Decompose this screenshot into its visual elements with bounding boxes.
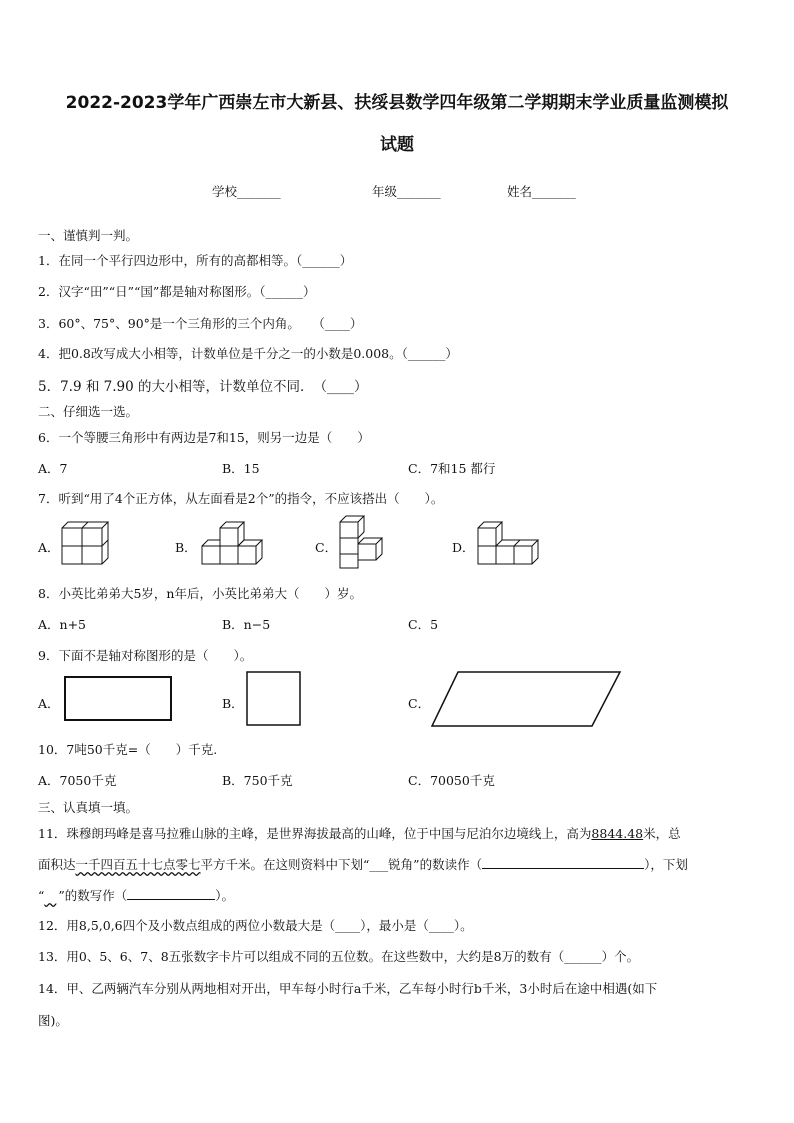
question-13[interactable]: 13．用0、5、6、7、8五张数字卡片可以组成不同的五位数。在这些数中，大约是8万的数有（______）个。 [38,949,640,964]
q9-option-c[interactable]: C． [408,696,431,711]
question-14-line2: 图)。 [38,1013,68,1028]
page-title: 2022-2023学年广西崇左市大新县、扶绥县数学四年级第二学期期末学业质量监测模拟 [65,93,729,113]
q11-area-value: 一千四百五十七点零七 [75,857,201,872]
q11-text-e: ），下划 [644,857,688,872]
question-14-line1[interactable]: 14．甲、乙两辆汽车分别从两地相对开出，甲车每小时行a千米，乙车每小时行b千米，3小时后在途中相遇(如下 [38,981,658,996]
question-4[interactable]: 4．把0.8改写成大小相等，计数单位是千分之一的小数是0.008。（______） [38,346,458,361]
q10-option-a[interactable]: A．7050千克 [38,773,117,788]
grade-field[interactable]: 年级_______ [372,184,441,199]
q8-option-c[interactable]: C．5 [408,617,439,632]
question-3[interactable]: 3．60°、75°、90°是一个三角形的三个内角。 （____） [38,316,363,331]
q11-wavy-mark [44,888,58,903]
page-title-line2: 试题 [380,135,414,155]
section-heading-judge: 一、谨慎判一判。 [38,228,139,243]
q11-text-a: 11．珠穆朗玛峰是喜马拉雅山脉的主峰，是世界海拔最高的山峰，位于中国与尼泊尔边境线上，高为 [38,826,592,841]
question-11-line3[interactable] [38,886,234,904]
q6-option-c[interactable]: C．7和15 都行 [408,461,496,476]
q6-option-b[interactable]: B．15 [222,461,260,476]
q11-blank-read[interactable] [482,856,644,869]
q7-option-b[interactable]: B． [175,540,197,555]
question-7[interactable]: 7．听到“用了4个正方体，从左面看是2个”的指令，不应该搭出（ ）。 [38,491,444,506]
question-9[interactable]: 9．下面不是轴对称图形的是（ ）。 [38,648,253,663]
question-6[interactable]: 6．一个等腰三角形中有两边是7和15，则另一边是（ ） [38,430,370,445]
section-heading-fill: 三、认真填一填。 [38,800,139,815]
question-10[interactable]: 10．7吨50千克=（ ）千克. [38,742,218,757]
q7-figure-b [198,520,268,568]
q11-text-h: ）。 [215,888,235,903]
q9-rectangle-figure [64,676,174,722]
q9-option-b[interactable]: B． [222,696,244,711]
q7-figure-c [338,514,392,570]
q8-option-a[interactable]: A．n+5 [38,617,87,632]
q6-option-a[interactable]: A．7 [38,461,68,476]
question-12[interactable]: 12．用8,5,0,6四个及小数点组成的两位小数最大是（____），最小是（____）。 [38,918,473,933]
question-5[interactable]: 5．7.9 和 7.90 的大小相等，计数单位不同． （____） [38,379,368,395]
q11-blank-write[interactable] [127,887,215,900]
q11-text-g: ”的数写作（ [58,888,128,903]
school-field[interactable]: 学校_______ [212,184,281,199]
q10-option-b[interactable]: B．750千克 [222,773,293,788]
q7-figure-d [476,520,546,568]
q7-figure-a [60,520,110,568]
q9-option-a[interactable]: A． [38,696,60,711]
section-heading-choose: 二、仔细选一选。 [38,404,139,419]
q9-parallelogram-figure [430,670,624,730]
q7-option-a[interactable]: A． [38,540,60,555]
question-11-line2[interactable] [38,855,688,873]
q7-option-c[interactable]: C． [315,540,338,555]
question-1[interactable]: 1．在同一个平行四边形中，所有的高都相等。（______） [38,253,353,268]
q11-text-d: 平方千米。在这则资料中下划“___锐角”的数读作（ [200,857,483,872]
question-2[interactable]: 2．汉字“田”“日”“国”都是轴对称图形。（______） [38,284,316,299]
q7-option-d[interactable]: D． [452,540,475,555]
question-11-line1[interactable] [38,824,681,842]
q11-text-b: 米，总 [643,826,681,841]
q11-height-value: 8844.48 [591,826,644,841]
q9-square-figure [246,671,302,727]
q11-text-f: “ [38,888,45,903]
name-field[interactable]: 姓名_______ [507,184,576,199]
q8-option-b[interactable]: B．n−5 [222,617,271,632]
question-8[interactable]: 8．小英比弟弟大5岁，n年后，小英比弟弟大（ ）岁。 [38,586,362,601]
q11-text-c: 面积达 [38,857,76,872]
q10-option-c[interactable]: C．70050千克 [408,773,495,788]
